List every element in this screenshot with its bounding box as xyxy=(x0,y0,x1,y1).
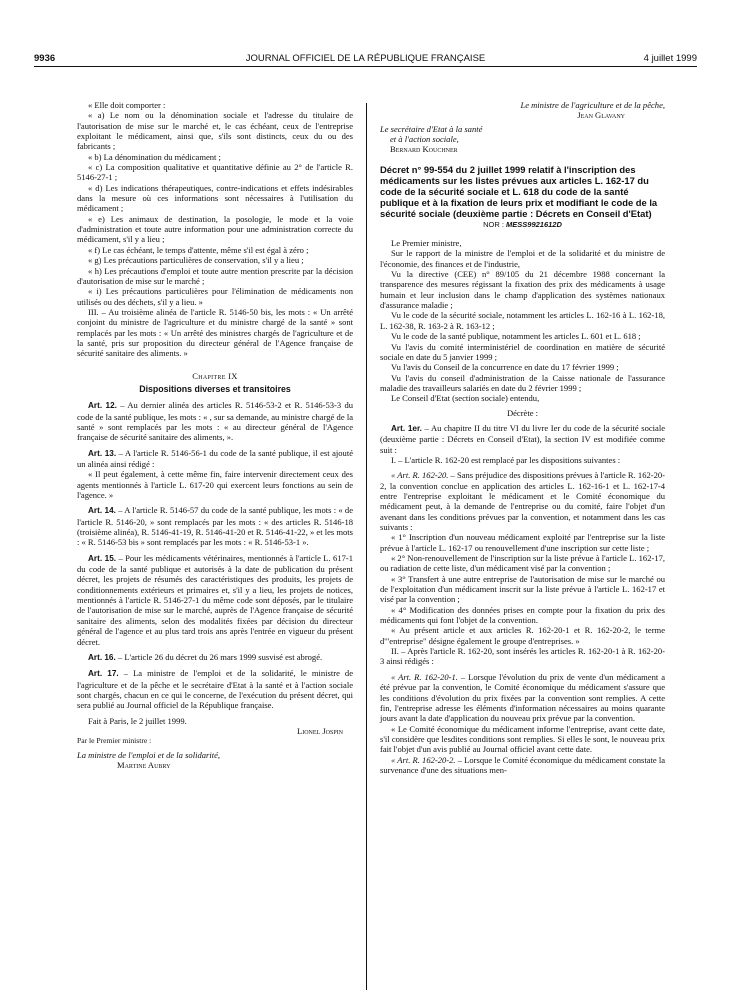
paragraph: « Il peut également, à cette même fin, faire intervenir directement ceux des agents mentionnés à l'article L. 617-20 qui exercent leurs fonctions au sein de l'agence. » xyxy=(77,469,353,501)
article-label: Art. 14. xyxy=(88,506,116,516)
article-r162-20-1: « Art. R. 162-20-1. – Lorsque l'évolution du prix de vente d'un médicament a été prévue par la convention, le Comité économique du médicament s'assure que les conditions d'évolution du prix fixées par la convention sont remplies. A cette fin, l'entreprise adresse les éléments d'information nécessaires au moins quarante jours avant la date d'application du nouveau prix prévue par la convention. xyxy=(380,671,665,724)
paragraph: Vu l'avis du Conseil de la concurrence en date du 17 février 1999 ; xyxy=(391,362,619,373)
article-14: Art. 14. – A l'article R. 5146-57 du code de la santé publique, les mots : « de l'article R. 5146-20, » sont remplacés par les mots : « des articles R. 5146-18 (troisième alinéa), R. 5146-41-19, R. 5146-41-20 et R. 5146-41-22, » et les mots : « R. 5146-53 bis » sont remplacés par les mots : « R. 5146-53-1 ». xyxy=(77,505,353,548)
paragraph: « 2° Non-renouvellement de l'inscription sur la liste prévue à l'article L. 162-17, ou radiation de cette liste, d'un médicament visé par la convention ; xyxy=(380,553,665,574)
article-15: Art. 15. – Pour les médicaments vétérinaires, mentionnés à l'article L. 617-1 du code de la santé publique et autorisés à la date de publication du présent décret, les projets de résumés des caractéristiques des produits, les projets de conditionnements extérieurs et primaires et, s'il y a lieu, les projets de notices, mentionnés à l'article R. 5146-27-1 du même code sont déposés, par le titulaire de l'autorisation de mise sur le marché, auprès de l'Agence française de sécurité sanitaire des aliments, selon des modalités fixées par décision du directeur général de l'agence et au plus tard trois ans après l'entrée en vigueur du présent décret. xyxy=(77,552,353,647)
article-13: Art. 13. – A l'article R. 5146-56-1 du code de la santé publique, il est ajouté un alinéa ainsi rédigé : xyxy=(77,447,353,469)
nor-code: MESS9921612D xyxy=(506,219,562,229)
section-heading: Dispositions diverses et transitoires xyxy=(139,383,291,394)
minister-agriculture: Le ministre de l'agriculture et de la pêche, xyxy=(520,100,665,110)
signature-glavany: Jean Glavany xyxy=(577,110,625,121)
right-column xyxy=(380,100,665,775)
article-label: Art. 16. xyxy=(88,652,116,662)
article-12: Art. 12. – Au dernier alinéa des articles R. 5146-53-2 et R. 5146-53-3 du code de la santé publique, les mots : « , sur sa demande, au ministre chargé de la santé » sont remplacés par les mots : « au directeur général de l'Agence française de sécurité sanitaire des aliments, ». xyxy=(77,400,353,443)
article-r162-20-2: « Art. R. 162-20-2. – Lorsque le Comité économique du médicament constate la survenance d'une des situations men- xyxy=(380,754,665,775)
secretaire-etat-line2: et à l'action sociale, xyxy=(390,134,459,145)
article-label: « Art. R. 162-20-1. xyxy=(391,671,458,682)
paragraph: « d) Les indications thérapeutiques, contre-indications et effets indésirables dans la mesure où ces informations sont nécessaires à l'utilisation du médicament ; xyxy=(77,182,353,214)
paragraph: « c) La composition qualitative et quantitative définie au 2° de l'article R. 5146-27-1 ; xyxy=(77,162,353,183)
issue-date: 4 juillet 1999 xyxy=(643,53,697,64)
page-header xyxy=(34,53,697,67)
article-label: Art. 12. xyxy=(88,401,117,411)
signature-aubry: Martine Aubry xyxy=(117,759,171,770)
paragraph: « i) Les précautions particulières pour l'élimination de médicaments non utilisés ou des déchets, s'il y a lieu. » xyxy=(77,286,353,307)
decrete-heading: Décrète : xyxy=(506,407,539,418)
journal-title: JOURNAL OFFICIEL DE LA RÉPUBLIQUE FRANÇAISE xyxy=(245,53,486,64)
paragraph: III. – Au troisième alinéa de l'article R. 5146-50 bis, les mots : « Un arrêté conjoint du ministre de l'agriculture et du ministre chargé de la santé » sont remplacés par les mots : « Un arrêté des ministres chargés de l'agriculture et de la santé, pris sur proposition du directeur général de l'Agence française de sécurité sanitaire des aliments. » xyxy=(77,306,353,359)
paragraph: Le Premier ministre, xyxy=(391,238,462,249)
article-16: Art. 16. – L'article 26 du décret du 26 mars 1999 susvisé est abrogé. xyxy=(88,651,323,662)
paragraph: Vu l'avis du comité interministériel de coordination en matière de sécurité sociale en date du 5 janvier 1999 ; xyxy=(380,341,665,362)
paragraph: « Elle doit comporter : xyxy=(88,100,166,110)
paragraph: Vu le code de la sécurité sociale, notamment les articles L. 162-16 à L. 162-18, L. 162-38, R. 163-2 à R. 163-12 ; xyxy=(380,310,665,331)
article-label: « Art. R. 162-20. xyxy=(391,470,449,481)
header-rule xyxy=(34,66,697,67)
article-17: Art. 17. – La ministre de l'emploi et de la solidarité, le ministre de l'agriculture et de la pêche et le secrétaire d'Etat à la santé et à l'action sociale sont chargés, chacun en ce qui le concerne, de l'exécution du présent décret, qui sera publié au Journal officiel de la République française. xyxy=(77,668,353,711)
paragraph: « h) Les précautions d'emploi et toute autre mention prescrite par la décision d'autorisation de mise sur le marché ; xyxy=(77,265,353,286)
left-column xyxy=(77,100,353,770)
paragraph: « f) Le cas échéant, le temps d'attente, même s'il est égal à zéro ; xyxy=(88,244,309,255)
chapter-heading: Chapitre IX xyxy=(192,370,238,381)
article-label: Art. 15. xyxy=(88,553,117,563)
paragraph: « e) Les animaux de destination, la posologie, le mode et la voie d'administration et toute autre information pour une administration correcte du médicament, s'il y a lieu ; xyxy=(77,213,353,245)
decree-title: Décret n° 99-554 du 2 juillet 1999 relatif à l'inscription des médicaments sur les listes prévues aux articles L. 162-17 du code de la sécurité sociale et L. 618 du code de la santé publique et à la fixation de leurs prix et modifiant le code de la sécurité sociale (deuxième partie : Décrets en Conseil d'Etat) xyxy=(380,163,658,219)
article-1: Art. 1er. – Au chapitre II du titre VI du livre Ier du code de la sécurité sociale (deuxième partie : Décrets en Conseil d'Etat), la section IV est modifiée comme suit : xyxy=(380,422,665,455)
par-premier-ministre: Par le Premier ministre : xyxy=(77,736,152,746)
paragraph: II. – Après l'article R. 162-20, sont insérés les articles R. 162-20-1 à R. 162-20-3 ainsi rédigés : xyxy=(380,646,665,667)
paragraph: Sur le rapport de la ministre de l'emploi et de la solidarité et du ministre de l'économie, des finances et de l'industrie, xyxy=(380,248,665,269)
paragraph: Vu la directive (CEE) n° 89/105 du 21 décembre 1988 concernant la transparence des mesures régissant la fixation des prix des médicaments à usage humain et leur inclusion dans le champ d'application des systèmes nationaux d'assurance maladie ; xyxy=(380,269,665,311)
article-label: Art. 17. xyxy=(88,669,119,679)
article-r162-20: « Art. R. 162-20. – Sans préjudice des dispositions prévues à l'article R. 162-20-2, la convention conclue en application des articles L. 162-16-1 et L. 162-17-4 entre l'entreprise exploitant le médicament et le Comité économique du médicament peut, à la demande de l'entreprise ou du comité, faire l'objet d'un avenant dans les conditions prévues par la convention, et notamment dans les cas suivants : xyxy=(380,470,665,532)
paragraph: Vu l'avis du conseil d'administration de la Caisse nationale de l'assurance maladie des travailleurs salariés en date du 2 février 1999 ; xyxy=(380,372,665,393)
done-at: Fait à Paris, le 2 juillet 1999. xyxy=(88,715,187,726)
column-divider xyxy=(366,103,367,990)
paragraph: « Le Comité économique du médicament informe l'entreprise, avant cette date, s'il considère que lesdites conditions sont remplies. Si elles le sont, le nouveau prix fait l'objet d'un avis publié au Journal officiel avant cette date. xyxy=(380,723,665,755)
paragraph: « b) La dénomination du médicament ; xyxy=(88,151,221,162)
minister-emploi: La ministre de l'emploi et de la solidarité, xyxy=(77,749,220,760)
article-label: Art. 1er. xyxy=(391,423,422,433)
paragraph: Vu le code de la santé publique, notamment les articles L. 601 et L. 618 ; xyxy=(391,331,641,342)
page-number: 9936 xyxy=(34,53,56,64)
paragraph: Le Conseil d'Etat (section sociale) entendu, xyxy=(391,393,540,404)
nor-reference: NOR : MESS9921612D xyxy=(483,219,562,229)
paragraph: « 1° Inscription d'un nouveau médicament exploité par l'entreprise sur la liste prévue à l'article L. 162-17 ou renouvellement d'une inscription sur cette liste ; xyxy=(380,532,665,553)
signature-jospin: Lionel Jospin xyxy=(296,725,343,736)
paragraph: I. – L'article R. 162-20 est remplacé par les dispositions suivantes : xyxy=(391,454,621,465)
paragraph: « a) Le nom ou la dénomination sociale et l'adresse du titulaire de l'autorisation de mise sur le marché et, le cas échéant, ceux de l'entreprise exploitant le médicament, ainsi que, s'ils sont distincts, ceux du ou des fabricants ; xyxy=(77,110,353,152)
article-label: Art. 13. xyxy=(88,448,117,458)
paragraph: « Au présent article et aux articles R. 162-20-1 et R. 162-20-2, le terme d'"entreprise" désigne également le groupe d'entreprises. » xyxy=(380,625,665,646)
paragraph: « 3° Transfert à une autre entreprise de l'autorisation de mise sur le marché ou de l'exploitation d'un médicament inscrit sur la liste prévue à l'article L. 162-17 et visé par la convention ; xyxy=(380,573,665,605)
paragraph: « g) Les précautions particulières de conservation, s'il y a lieu ; xyxy=(88,255,304,266)
article-label: « Art. R. 162-20-2. xyxy=(391,754,456,765)
signature-kouchner: Bernard Kouchner xyxy=(390,144,458,155)
secretaire-etat-line1: Le secrétaire d'Etat à la santé xyxy=(380,123,483,134)
paragraph: « 4° Modification des données prises en compte pour la fixation du prix des médicaments qui font l'objet de la convention. xyxy=(380,604,665,626)
